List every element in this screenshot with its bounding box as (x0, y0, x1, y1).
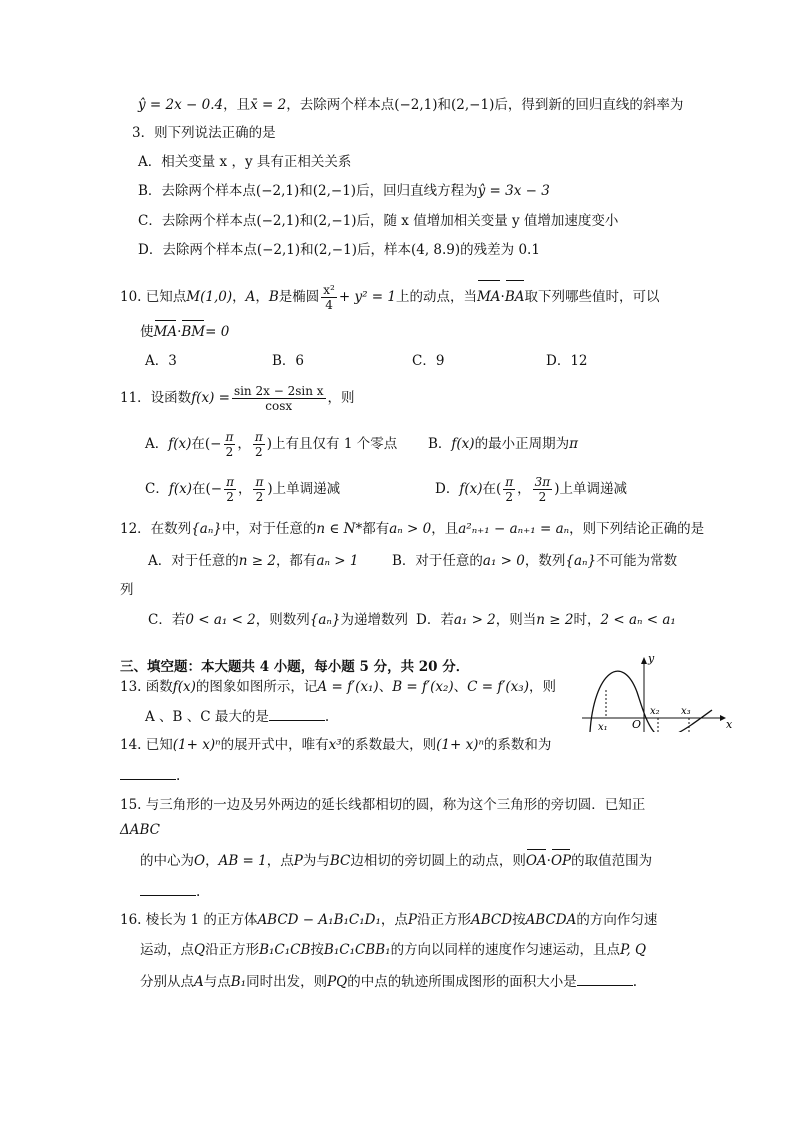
condition: a₁ > 2 (453, 612, 496, 628)
text: (− (205, 481, 223, 497)
three-pi-over-2 (533, 475, 553, 504)
dot-operator: · (500, 289, 505, 305)
q12-line-1 (120, 519, 704, 539)
text: ，点 (266, 853, 294, 869)
text: . (176, 768, 181, 784)
text: ， (232, 289, 246, 305)
equation: ŷ = 3x − 3 (477, 183, 550, 199)
condition: 2 < aₙ < a₁ (600, 612, 676, 628)
condition: AB = 1 (218, 853, 267, 869)
vector-oa: OA (525, 853, 547, 869)
square: ABCD (470, 912, 513, 928)
numerator: sin 2x − 2sin x (233, 384, 324, 398)
point: (−2,1) (256, 213, 300, 229)
text: 按 (512, 912, 526, 928)
q11-option-d (435, 474, 627, 504)
text: . (196, 884, 201, 900)
text: B．去除两个样本点 (138, 183, 256, 199)
q10-option-c: C．9 (412, 353, 445, 369)
text: 后，随 x 值增加相关变量 y 值增加速度变小 (356, 213, 619, 229)
q16-line-1 (120, 910, 657, 930)
question-number: 13. 函数 (120, 679, 173, 695)
vector-bm: BM (181, 324, 206, 340)
text: 是椭圆 (278, 289, 320, 305)
q10-line-1 (120, 282, 660, 312)
text: ) (554, 481, 560, 497)
point: (2,−1) (312, 183, 357, 199)
point: (−2,1) (255, 183, 300, 199)
text: 沿正方形 (205, 942, 260, 958)
numerator: π (254, 430, 263, 444)
pi-over-2 (253, 475, 265, 504)
text: ， (517, 481, 531, 497)
denominator: 4 (325, 298, 333, 312)
text: D．若 (416, 612, 454, 628)
text: 在 (191, 436, 205, 452)
function-graph (582, 652, 732, 732)
x1-label: x₁ (598, 722, 608, 732)
q15-line-4 (140, 881, 200, 902)
q10-option-b: B．6 (272, 353, 305, 369)
text: ，去除两个样本点 (286, 97, 395, 113)
condition: a₁ > 0 (482, 553, 525, 569)
function: f(x) (168, 481, 192, 497)
question-number: 14. 已知 (120, 737, 173, 753)
segment-pq: PQ (327, 974, 348, 990)
condition: aₙ > 0 (389, 521, 432, 537)
text: ， (237, 436, 251, 452)
text: 使 (140, 324, 154, 340)
question-number: 16. 棱长为 1 的正方体 (120, 912, 258, 928)
x-label: x (726, 718, 732, 731)
point: (2,−1) (451, 97, 495, 113)
text: 上有且仅有 1 个零点 (272, 436, 398, 452)
q12-option-b (392, 551, 677, 571)
sequence: {aₙ} (565, 553, 597, 569)
text: 的图象如图所示，记 (195, 679, 318, 695)
answer-blank[interactable] (140, 881, 196, 896)
q12-option-a (148, 551, 358, 571)
condition: aₙ > 1 (316, 553, 359, 569)
text: 后，得到新的回归直线的斜率为 (494, 97, 684, 113)
denominator: 2 (538, 490, 547, 504)
pi: π (569, 436, 578, 452)
text: 和 (299, 213, 314, 229)
side-bc: BC (329, 853, 351, 869)
text: 不可能为常数 (596, 553, 678, 569)
text: 上单调递减 (272, 481, 341, 497)
text: 的取值范围为 (571, 853, 653, 869)
pi-over-2 (224, 475, 236, 504)
point-a: A (194, 974, 204, 990)
text: ，则下列结论正确的是 (569, 521, 705, 537)
text: 的展开式中，唯有 (220, 737, 329, 753)
text: (− (204, 436, 222, 452)
vector-ba: BA (505, 282, 525, 312)
vector-ma: MA (477, 282, 501, 312)
question-number: 11．设函数 (120, 390, 192, 406)
text: ，且 (431, 521, 459, 537)
function: f(x) = (191, 390, 230, 406)
text: D．去除两个样本点 (138, 242, 257, 258)
point-q: Q (194, 942, 206, 958)
text: 按 (310, 942, 324, 958)
text: 与点 (203, 974, 231, 990)
sequence: {aₙ} (191, 521, 222, 537)
text: 的方向作匀速 (576, 912, 658, 928)
text: ， (237, 481, 252, 497)
numerator: π (255, 475, 264, 489)
q9-cont-line-2: 3．则下列说法正确的是 (132, 125, 276, 141)
q12-option-b-wrap: 列 (120, 582, 134, 598)
text: B． (428, 436, 452, 452)
text: A．对于任意的 (148, 553, 239, 569)
path: B₁C₁CBB₁ (323, 942, 391, 958)
point: (2,−1) (313, 242, 357, 258)
text: ， (255, 289, 269, 305)
text: D． (435, 481, 460, 497)
text: 上单调递减 (559, 481, 627, 497)
q12-option-d (416, 610, 676, 630)
condition: 0 < a₁ < 2 (185, 612, 256, 628)
text: ，数列 (524, 553, 566, 569)
text: 运动，点 (140, 942, 194, 958)
text: 都有 (362, 521, 390, 537)
q11-option-b (428, 429, 578, 459)
text: 分别从点 (140, 974, 194, 990)
text: 的残差为 0.1 (460, 242, 540, 258)
condition: n ≥ 2 (536, 612, 574, 628)
text: ， (205, 853, 219, 869)
text: C．若 (148, 612, 186, 628)
q16-line-3 (140, 971, 637, 992)
text: ) (266, 436, 273, 452)
text: 和 (437, 97, 452, 113)
dot-operator: · (546, 853, 551, 869)
text: 沿正方形 (416, 912, 471, 928)
text: 的最小正周期为 (474, 436, 570, 452)
q11-line-1 (120, 383, 355, 413)
equation: + y² = 1 (338, 289, 396, 305)
text: 为递增数列 (340, 612, 408, 628)
text: ，则 (528, 679, 556, 695)
numerator: π (225, 430, 234, 444)
function: f(x) (451, 436, 475, 452)
vector-ma: MA (153, 324, 178, 340)
x3-label: x₃ (681, 706, 691, 717)
text: . (324, 709, 330, 725)
text: 的系数和为 (483, 737, 552, 753)
text: ，且 (223, 97, 251, 113)
text: 同时出发，则 (246, 974, 328, 990)
text: ( (495, 481, 502, 497)
text: 后，回归直线方程为 (356, 183, 478, 199)
text: 、 (453, 679, 468, 695)
text: 的中点的轨迹所围成图形的面积大小是 (347, 974, 577, 990)
point: (−2,1) (394, 97, 438, 113)
text: A 、B 、C 最大的是 (145, 709, 269, 725)
expression: B = f′(x₂) (392, 679, 454, 695)
text: ，则当 (495, 612, 537, 628)
text: 的系数最大，则 (341, 737, 437, 753)
point-m: M(1,0) (186, 289, 233, 305)
denominator: 2 (255, 445, 263, 459)
q9-option-d (138, 240, 540, 260)
expression: A = f′(x₁) (317, 679, 379, 695)
text: 时， (573, 612, 601, 628)
condition: n ≥ 2 (238, 553, 276, 569)
text: 取下列哪些值时，可以 (524, 289, 660, 305)
text: A． (145, 436, 169, 452)
path: ABCDA (525, 912, 577, 928)
text: 和 (299, 183, 313, 199)
answer-blank[interactable] (120, 765, 176, 780)
triangle: ΔABC (120, 822, 160, 838)
numerator: x² (323, 283, 335, 297)
denominator: 2 (255, 490, 264, 504)
text: ，则数列 (255, 612, 310, 628)
text: . (632, 974, 638, 990)
q10-option-a: A．3 (145, 353, 177, 369)
q9-option-b (138, 181, 550, 201)
text: 的中心为 (140, 853, 194, 869)
text: 的方向以同样的速度作匀速运动，且点 (390, 942, 621, 958)
point: (−2,1) (256, 242, 301, 258)
q12-option-c (148, 610, 408, 630)
term: x³ (328, 737, 342, 753)
recurrence: a²ₙ₊₁ − aₙ₊₁ = aₙ (458, 521, 570, 537)
point-b1: B₁ (230, 974, 247, 990)
square: B₁C₁CB (259, 942, 311, 958)
text: 和 (300, 242, 314, 258)
text: C． (145, 481, 169, 497)
section-heading: 三、填空题：本大题共 4 小题，每小题 5 分，共 20 分． (120, 659, 470, 675)
text: ，则 (327, 390, 355, 406)
pi-over-2 (503, 475, 515, 504)
sequence: {aₙ} (309, 612, 341, 628)
expression: C = f′(x₃) (467, 679, 529, 695)
q14-line-1 (120, 735, 551, 755)
y-axis-arrow (641, 657, 647, 664)
text: ，点 (380, 912, 408, 928)
binomial: (1+ x)ⁿ (172, 737, 221, 753)
points: P, Q (620, 942, 647, 958)
q16-line-2 (140, 940, 646, 960)
q9-option-c (138, 211, 618, 231)
dot-operator: · (177, 324, 182, 340)
numerator: 3π (534, 475, 551, 489)
ellipse-fraction (321, 283, 337, 312)
text: 上的动点，当 (395, 289, 477, 305)
q13-line-2 (145, 706, 329, 727)
cube: ABCD − A₁B₁C₁D₁ (257, 912, 381, 928)
pi-over-2 (224, 430, 236, 459)
q15-line-3 (140, 851, 652, 871)
numerator: π (226, 475, 234, 489)
curve (590, 671, 712, 732)
denominator: 2 (505, 490, 514, 504)
pi-over-2 (253, 430, 265, 459)
q11-option-c (145, 474, 340, 504)
q9-cont-line-1 (138, 95, 683, 115)
text: ，都有 (275, 553, 317, 569)
origin-label: O (632, 718, 642, 731)
point-p: P (407, 912, 417, 928)
function: f(x) (459, 481, 483, 497)
point-p: P (293, 853, 303, 869)
answer-blank[interactable] (577, 971, 633, 986)
function: f(x) (172, 679, 196, 695)
denominator: 2 (226, 490, 234, 504)
text: 在 (192, 481, 206, 497)
condition: n ∈ N* (316, 521, 363, 537)
point: (4, 8.9) (410, 242, 461, 258)
text: 在 (482, 481, 496, 497)
vector-op: OP (550, 853, 572, 869)
binomial: (1+ x)ⁿ (436, 737, 484, 753)
text: ) (267, 481, 273, 497)
text: 后，样本 (356, 242, 411, 258)
text: C．去除两个样本点 (138, 213, 257, 229)
text: 、 (378, 679, 393, 695)
denominator: cosx (265, 399, 293, 413)
equation: = 0 (205, 324, 230, 340)
mean-x: x̄ = 2 (250, 97, 287, 113)
q11-option-a (145, 429, 397, 459)
regression-equation: ŷ = 2x − 0.4 (138, 97, 224, 113)
q14-line-2 (120, 765, 180, 786)
q10-line-2 (140, 322, 229, 342)
text: 为与 (302, 853, 330, 869)
text: 中，对于任意的 (221, 521, 317, 537)
q9-option-a: A．相关变量 x ，y 具有正相关关系 (138, 154, 352, 170)
function: f(x) (168, 436, 192, 452)
point-b: B (268, 289, 279, 305)
point: (2,−1) (313, 213, 357, 229)
q15-line-2 (120, 820, 160, 840)
q10-option-d: D．12 (546, 353, 588, 369)
question-number: 10. 已知点 (120, 289, 187, 305)
q13-line-1 (120, 677, 556, 697)
question-number: 12．在数列 (120, 521, 192, 537)
text: 边相切的旁切圆上的动点，则 (350, 853, 526, 869)
y-label: y (648, 652, 655, 665)
q15-line-1: 15. 与三角形的一边及另外两边的延长线都相切的圆，称为这个三角形的旁切圆．已知正 (120, 797, 646, 813)
point-a: A (245, 289, 256, 305)
point-o: O (194, 853, 206, 869)
text: B．对于任意的 (392, 553, 483, 569)
function-fraction (232, 384, 326, 413)
x2-label: x₂ (650, 706, 660, 717)
answer-blank[interactable] (269, 706, 325, 721)
denominator: 2 (225, 445, 234, 459)
numerator: π (505, 475, 514, 489)
